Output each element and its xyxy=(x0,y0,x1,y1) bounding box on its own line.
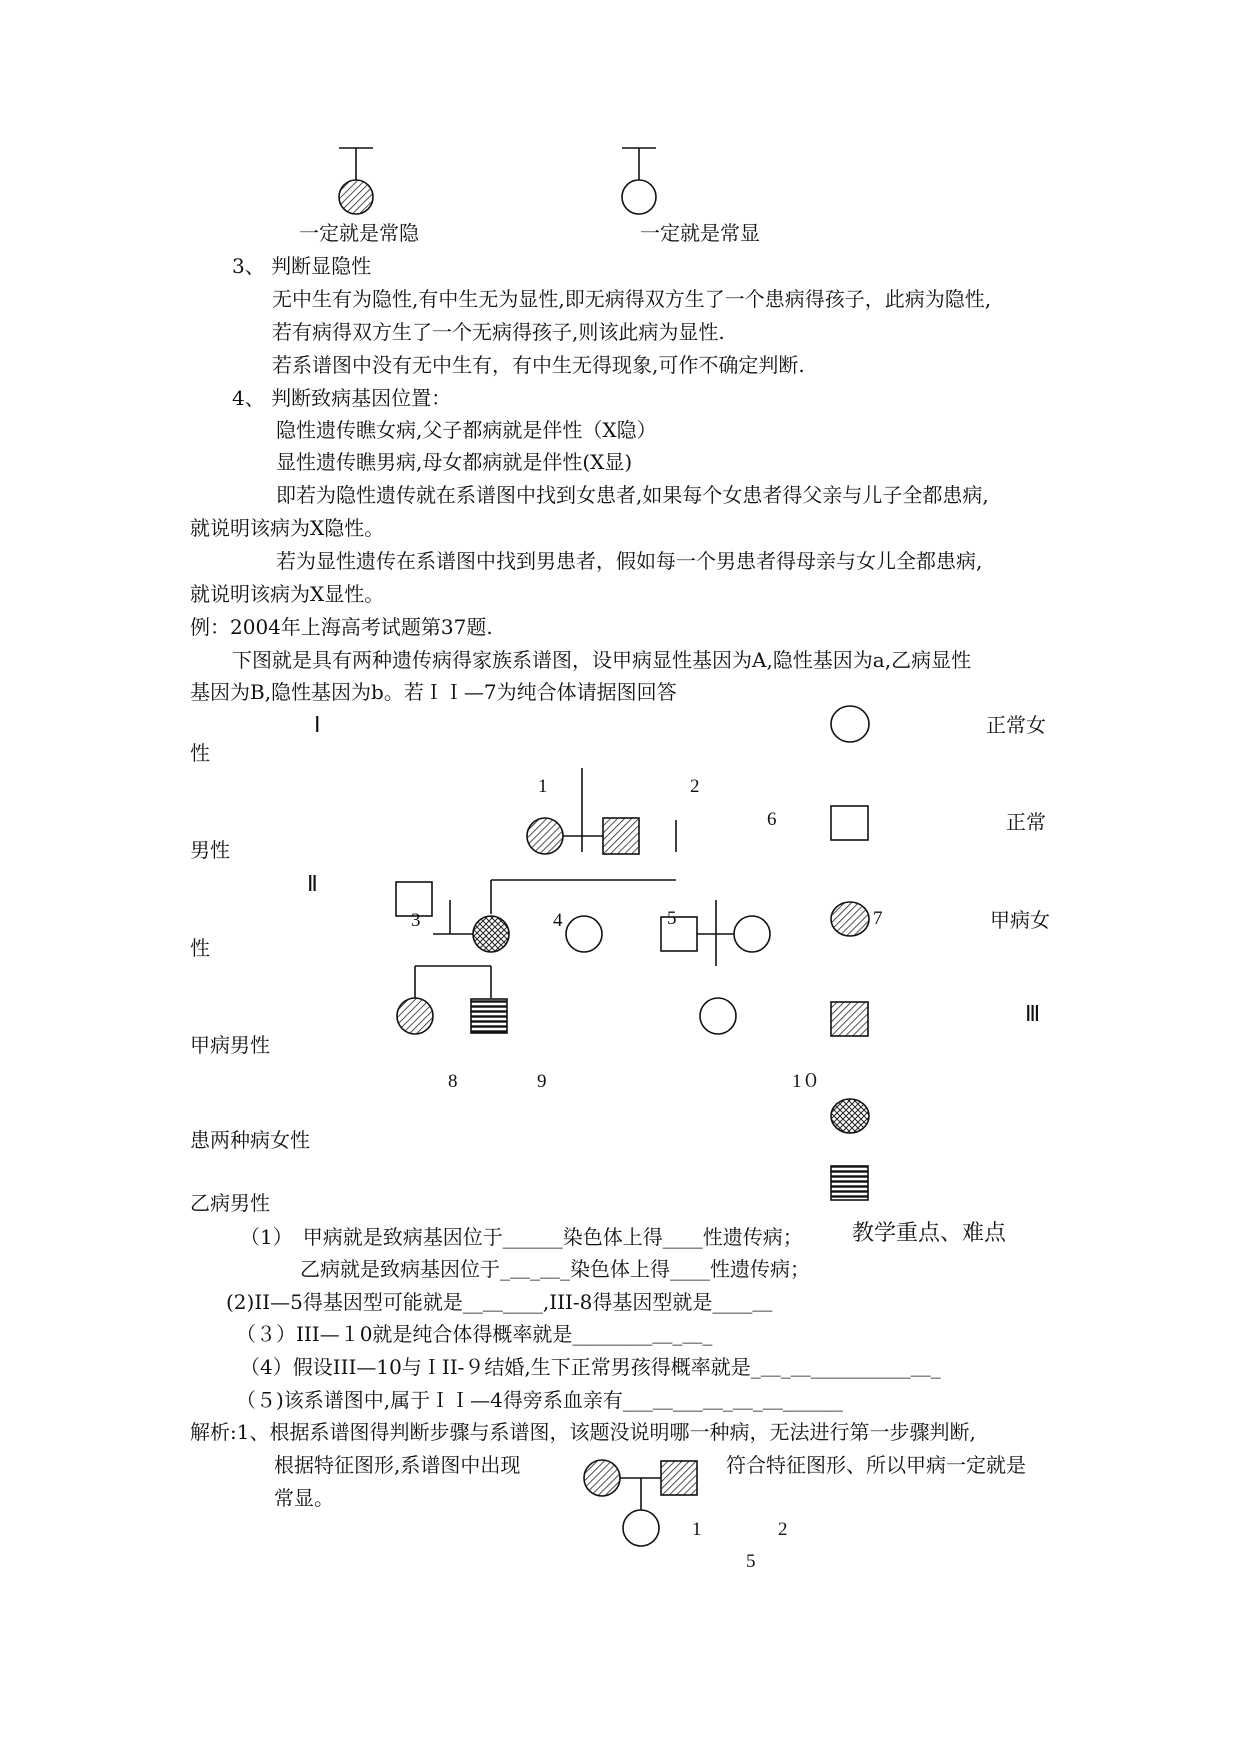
legend-normal-female-text-a: 正常女 xyxy=(986,713,1046,737)
legend-jia-female-symbol xyxy=(831,902,869,936)
generation-I-label: Ⅰ xyxy=(314,712,321,737)
individual-III8 xyxy=(397,998,433,1034)
generation-III-label: Ⅲ xyxy=(1025,1001,1041,1026)
legend-both-female-symbol xyxy=(831,1099,869,1133)
individual-II6 xyxy=(734,916,770,952)
section4-line2: 显性遗传瞧男病,母女都病就是伴性(X显) xyxy=(276,450,633,474)
individual-I2 xyxy=(603,818,639,854)
individual-label-5: 5 xyxy=(667,908,677,929)
section4-line3: 即若为隐性遗传就在系谱图中找到女患者,如果每个女患者得父亲与儿子全都患病, xyxy=(276,483,989,507)
individual-label-4: 4 xyxy=(553,910,563,931)
pedigree-generation-1 xyxy=(527,768,676,854)
section4-line6: 就说明该病为X显性。 xyxy=(190,582,385,606)
section4-heading: 4、 判断致病基因位置： xyxy=(232,386,452,410)
question-1-note: 教学重点、难点 xyxy=(852,1221,1007,1246)
analysis-line3: 常显。 xyxy=(274,1486,334,1510)
generation-II-label: Ⅱ xyxy=(307,871,318,896)
section4-line4: 就说明该病为X隐性。 xyxy=(190,516,385,540)
dominant-caption: 一定就是常显 xyxy=(640,221,760,245)
legend-yi-male-text: 乙病男性 xyxy=(190,1191,270,1215)
individual-label-7: 7 xyxy=(873,908,883,929)
individual-I1 xyxy=(527,818,563,854)
example-heading: 例：2004年上海高考试题第37题. xyxy=(190,615,493,639)
section4-line5: 若为显性遗传在系谱图中找到男患者，假如每一个男患者得母亲与女儿全都患病, xyxy=(276,549,983,573)
individual-label-6: 6 xyxy=(767,809,777,830)
individual-label-1: 1 xyxy=(538,776,548,797)
legend-symbols xyxy=(831,706,869,1200)
legend-both-female-text: 患两种病女性 xyxy=(190,1128,310,1152)
question-5: （５)该系谱图中,属于ＩＩ—4得旁系血亲有___＿___＿_＿_＿______ xyxy=(236,1388,843,1412)
pedigree-generation-3 xyxy=(397,966,736,1034)
individual-II4 xyxy=(566,916,602,952)
legend-jia-female-text-b: 性 xyxy=(190,936,210,960)
individual-III10 xyxy=(700,998,736,1034)
legend-normal-female-text-b: 性 xyxy=(190,741,210,765)
legend-yi-male-symbol xyxy=(831,1166,868,1200)
section3-heading: 3、 判断显隐性 xyxy=(232,254,372,278)
individual-label-9: 9 xyxy=(537,1071,547,1092)
individual-label-3: 3 xyxy=(411,910,421,931)
question-1b: 乙病就是致病基因位于_＿_＿_染色体上得____性遗传病； xyxy=(300,1257,810,1281)
question-2: (2)II—5得基因型可能就是__＿____,III-8得基因型就是____＿ xyxy=(226,1290,773,1314)
page-number: 5 xyxy=(746,1551,756,1572)
individual-II-double-patient xyxy=(473,916,509,952)
legend-normal-male-symbol xyxy=(831,806,868,840)
recessive-example-symbol xyxy=(339,148,373,214)
individual-label-2: 2 xyxy=(690,776,700,797)
analysis-figure-label-2: 2 xyxy=(778,1519,788,1540)
example-line1: 下图就是具有两种遗传病得家族系谱图，设甲病显性基因为A,隐性基因为a,乙病显性 xyxy=(232,648,972,672)
analysis-characteristic-figure xyxy=(584,1460,697,1546)
section3-line2: 若有病得双方生了一个无病得孩子,则该此病为显性. xyxy=(272,320,725,344)
legend-jia-male-symbol xyxy=(831,1002,868,1036)
question-1a: （1） 甲病就是致病基因位于______染色体上得____性遗传病； xyxy=(240,1225,803,1249)
individual-III9 xyxy=(471,999,507,1033)
analysis-line2a: 根据特征图形,系谱图中出现 xyxy=(274,1453,521,1477)
section3-line1: 无中生有为隐性,有中生无为显性,即无病得双方生了一个患病得孩子，此病为隐性, xyxy=(272,287,992,311)
legend-jia-female-text-a: 甲病女 xyxy=(990,908,1050,932)
analysis-line2b: 符合特征图形、所以甲病一定就是 xyxy=(726,1453,1026,1477)
question-4: （4）假设III—10与ＩII-９结婚,生下正常男孩得概率就是_＿_＿__________＿_ xyxy=(240,1355,941,1379)
legend-normal-male-text-a: 正常 xyxy=(1006,810,1046,834)
analysis-line1: 解析:1、根据系谱图得判断步骤与系谱图，该题没说明哪一种病，无法进行第一步骤判断, xyxy=(190,1420,976,1444)
legend-normal-male-text-b: 男性 xyxy=(190,838,230,862)
example-line2: 基因为B,隐性基因为b。若ＩＩ—7为纯合体请据图回答 xyxy=(190,680,677,704)
question-3: （３）III—１0就是纯合体得概率就是________＿_＿_ xyxy=(236,1322,713,1346)
legend-jia-male-text: 甲病男性 xyxy=(190,1033,270,1057)
pedigree-generation-2 xyxy=(396,880,770,966)
individual-label-8: 8 xyxy=(448,1071,458,1092)
section3-line3: 若系谱图中没有无中生有，有中生无得现象,可作不确定判断. xyxy=(272,353,805,377)
section4-line1: 隐性遗传瞧女病,父子都病就是伴性（X隐） xyxy=(276,418,657,442)
individual-label-10: 1０ xyxy=(792,1071,821,1092)
recessive-caption: 一定就是常隐 xyxy=(299,221,419,245)
analysis-figure-label-1: 1 xyxy=(692,1519,702,1540)
legend-normal-female-symbol xyxy=(831,706,869,742)
dominant-example-symbol xyxy=(622,148,656,214)
